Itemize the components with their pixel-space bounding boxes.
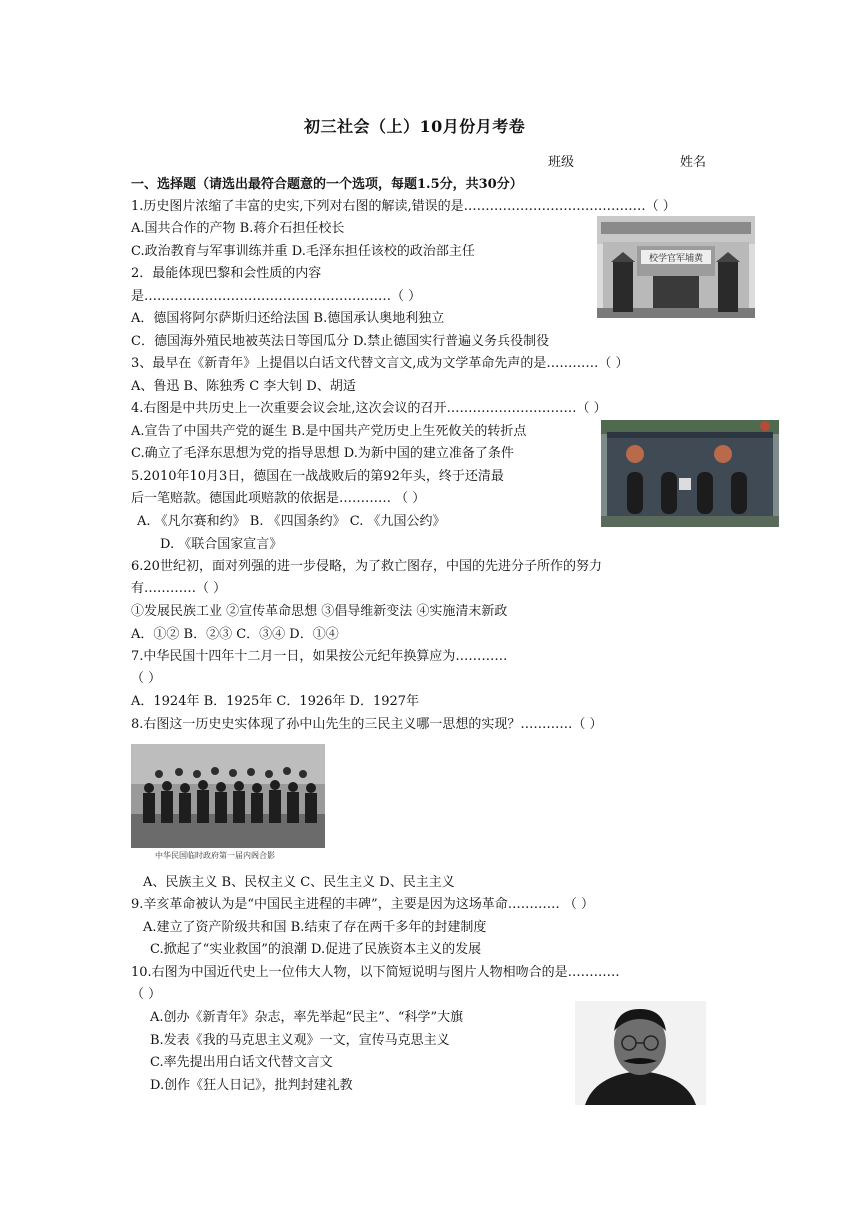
- q4-stem: 4.右图是中共历史上一次重要会议会址,这次会议的召开…………………………（ ）: [131, 401, 607, 416]
- q10-option-b: B.发表《我的马克思主义观》一文，宣传马克思主义: [150, 1033, 450, 1048]
- q4-options-cd: C.确立了毛泽东思想为党的指导思想 D.为新中国的建立准备了条件: [131, 446, 514, 461]
- whampoa-academy-photo: [597, 216, 755, 318]
- q9-options-cd: C.掀起了“实业救国”的浪潮 D.促进了民族资本主义的发展: [150, 942, 482, 957]
- q10-option-a: A.创办《新青年》杂志，率先举起“民主”、“科学”大旗: [150, 1010, 464, 1025]
- cabinet-group-photo: [131, 744, 325, 862]
- q10-stem-line1: 10.右图为中国近代史上一位伟大人物，以下简短说明与图片人物相吻合的是…………: [131, 965, 620, 980]
- q3-stem: 3、最早在《新青年》上提倡以白话文代替文言文,成为文学革命先声的是…………（ ）: [131, 356, 629, 371]
- q8-options: A、民族主义 B、民权主义 C、民生主义 D、民主主义: [143, 875, 455, 890]
- q5-stem-line2: 后一笔赔款。德国此项赔款的依据是………… （ ）: [131, 491, 426, 506]
- q8-stem: 8.右图这一历史史实体现了孙中山先生的三民主义哪一思想的实现？…………（ ）: [131, 717, 603, 732]
- q3-options: A、鲁迅 B、陈独秀 C 李大钊 D、胡适: [131, 379, 356, 394]
- q9-stem: 9.辛亥革命被认为是“中国民主进程的丰碑”，主要是因为这场革命………… （ ）: [131, 897, 594, 912]
- q5-options-abc: A. 《凡尔赛和约》 B. 《四国条约》 C. 《九国公约》: [137, 514, 446, 529]
- q6-options: A．①② B．②③ C．③④ D．①④: [131, 627, 339, 642]
- q1-options-cd: C.政治教育与军事训练并重 D.毛泽东担任该校的政治部主任: [131, 244, 475, 259]
- q2-stem-line2: 是…………………………………………………（ ）: [131, 289, 422, 304]
- q2-stem-line1: 2．最能体现巴黎和会性质的内容: [131, 266, 322, 281]
- name-label: 姓名: [680, 155, 707, 170]
- page-title: 初三社会（上）10月份月考卷: [304, 117, 526, 136]
- q5-option-d: D. 《联合国家宣言》: [160, 537, 283, 552]
- q1-options-ab: A.国共合作的产物 B.蒋介石担任校长: [131, 221, 345, 236]
- q6-stem-line2: 有…………（ ）: [131, 581, 227, 596]
- q10-stem-line2: （ ）: [131, 987, 162, 1002]
- photo-caption: 中华民国临时政府第一届内阁合影: [155, 851, 275, 860]
- q1-stem: 1.历史图片浓缩了丰富的史实,下列对右图的解读,错误的是……………………………………（ ）: [131, 199, 676, 214]
- q7-stem-line2: （ ）: [131, 671, 162, 686]
- q6-items: ①发展民族工业 ②宣传革命思想 ③倡导维新变法 ④实施清末新政: [131, 604, 508, 619]
- q2-options-ab: A．德国将阿尔萨斯归还给法国 B.德国承认奥地利独立: [131, 311, 445, 326]
- q5-stem-line1: 5.2010年10月3日，德国在一战战败后的第92年头，终于还清最: [131, 469, 504, 484]
- q6-stem-line1: 6.20世纪初，面对列强的进一步侵略，为了救亡图存，中国的先进分子所作的努力: [131, 559, 602, 574]
- portrait-photo: [575, 1001, 706, 1105]
- q10-option-d: D.创作《狂人日记》，批判封建礼教: [150, 1078, 353, 1093]
- q7-options: A．1924年 B．1925年 C．1926年 D．1927年: [131, 694, 420, 709]
- q9-options-ab: A.建立了资产阶级共和国 B.结束了存在两千多年的封建制度: [143, 920, 487, 935]
- section-heading: 一、选择题（请选出最符合题意的一个选项，每题1.5分，共30分）: [131, 177, 523, 192]
- class-label: 班级: [548, 155, 575, 170]
- q7-stem-line1: 7.中华民国十四年十二月一日，如果按公元纪年换算应为…………: [131, 649, 508, 664]
- academy-sign: 校学官军埔黄: [648, 254, 704, 264]
- q4-options-ab: A.宣告了中国共产党的诞生 B.是中国共产党历史上生死攸关的转折点: [131, 424, 527, 439]
- q2-options-cd: C．德国海外殖民地被英法日等国瓜分 D.禁止德国实行普遍义务兵役制役: [131, 334, 550, 349]
- meeting-site-photo: [601, 420, 779, 527]
- q10-option-c: C.率先提出用白话文代替文言文: [150, 1055, 333, 1070]
